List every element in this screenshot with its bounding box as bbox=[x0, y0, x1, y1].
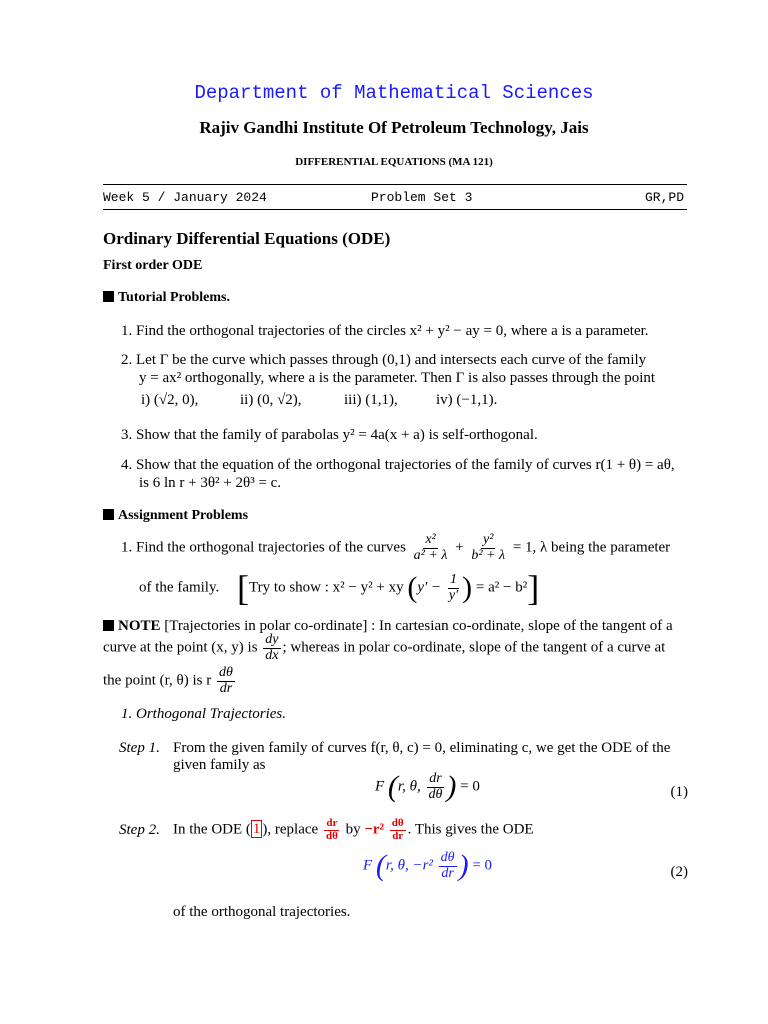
assignment-heading: Assignment Problems bbox=[103, 508, 248, 524]
note-line-3: the point (r, θ) is r $\frac{d\theta}{dr}$ bbox=[103, 665, 233, 696]
tutorial-problem-4-line2: is 6 ln r + 3θ² + 2θ³ = c. bbox=[139, 475, 282, 491]
institute-name: Rajiv Gandhi Institute Of Petroleum Technology, Jais bbox=[199, 118, 589, 137]
fraction-dr-dtheta-red: $\frac{dr}{d\theta}$ bbox=[325, 817, 338, 842]
square-bullet-icon bbox=[103, 509, 114, 520]
note-line-2: curve at the point (x, y) is $\frac{dy}{dx}$ ; whereas in polar co-ordinate, slope of the tangent of a curve at bbox=[103, 632, 666, 663]
fraction-1-over-yprime: $\frac{1}{y'}$ bbox=[448, 571, 459, 603]
fraction-dtheta-dr-blue: $\frac{d\theta}{dr}$ bbox=[440, 850, 455, 881]
tutorial-heading: Tutorial Problems. bbox=[103, 290, 230, 306]
tutorial-problem-4-line1: 4. Show that the equation of the orthogonal trajectories of the family of curves r(1 + θ) = aθ, bbox=[121, 457, 675, 473]
tutorial-problem-2-line1: 2. Let Γ be the curve which passes through (0,1) and intersects each curve of the family bbox=[121, 352, 647, 368]
fraction-x2: $\frac{\text{x²}}{\text{a² + λ}}$ bbox=[413, 532, 448, 563]
step-1-line-1: From the given family of curves f(r, θ, c) = 0, eliminating c, we get the ODE of the bbox=[173, 740, 671, 756]
note-line-1: NOTE [Trajectories in polar co-ordinate] : In cartesian co-ordinate, slope of the tangent of a bbox=[103, 618, 673, 635]
fraction-dy-dx: $\frac{dy}{dx}$ bbox=[265, 632, 279, 663]
header-rule-top bbox=[103, 184, 687, 185]
authors-label: GR,PD bbox=[644, 190, 684, 205]
equation-2-number: (2) bbox=[670, 864, 688, 880]
fraction-dr-dtheta: $\frac{dr}{d\theta}$ bbox=[428, 771, 443, 802]
step-1-label: Step 1. bbox=[119, 740, 160, 756]
fraction-dtheta-dr: $\frac{d\theta}{dr}$ bbox=[218, 665, 233, 696]
problem-set-label: Problem Set 3 bbox=[371, 190, 473, 205]
square-bullet-icon bbox=[103, 291, 114, 302]
equation-reference-link[interactable]: 1 bbox=[252, 821, 261, 838]
assignment-hint: of the family. [Try to show : x² − y² + xy (y′ − $\frac{1}{y'}$ ) = a² − b²] bbox=[139, 568, 540, 608]
orthogonal-trajectories-item: 1. Orthogonal Trajectories. bbox=[121, 706, 287, 722]
week-label: Week 5 / January 2024 bbox=[103, 190, 267, 205]
step-2-label: Step 2. bbox=[119, 822, 160, 838]
fraction-y2: $\frac{\text{y²}}{\text{b² + λ}}$ bbox=[471, 532, 506, 563]
course-title: DIFFERENTIAL EQUATIONS (MA 121) bbox=[295, 156, 493, 168]
section-subtitle: First order ODE bbox=[103, 258, 203, 273]
fraction-dtheta-dr-red: $\frac{d\theta}{dr}$ bbox=[391, 817, 404, 842]
department-title: Department of Mathematical Sciences bbox=[194, 82, 594, 104]
section-title: Ordinary Differential Equations (ODE) bbox=[103, 229, 391, 248]
step-1-line-2: given family as bbox=[173, 757, 266, 773]
header-rule-bottom bbox=[103, 209, 687, 210]
tutorial-problem-3: 3. Show that the family of parabolas y² = 4a(x + a) is self-orthogonal. bbox=[121, 427, 538, 443]
equation-1: F (r, θ, $\frac{dr}{d\theta}$ ) = 0 bbox=[375, 770, 480, 804]
step-2-text: In the ODE ( 1 ), replace $\frac{dr}{d\theta}$ by −r² $\frac{d\theta}{dr}$ . This gives the ODE bbox=[173, 817, 534, 842]
assignment-problem-1: 1. Find the orthogonal trajectories of the curves $\frac{\text{x²}}{\text{a² + λ}}$ + $\frac{\text{y²}}{\text{b² + λ}}$ = 1, λ being the parameter bbox=[121, 532, 671, 563]
option-4: iv) (−1,1). bbox=[436, 392, 498, 408]
option-1: i) (√2, 0), bbox=[141, 392, 199, 408]
tutorial-problem-1: 1. Find the orthogonal trajectories of the circles x² + y² − ay = 0, where a is a parameter. bbox=[121, 323, 649, 339]
option-3: iii) (1,1), bbox=[344, 392, 398, 408]
equation-1-number: (1) bbox=[670, 784, 688, 800]
equation-2: F (r, θ, −r² $\frac{d\theta}{dr}$ ) = 0 bbox=[363, 849, 493, 883]
closing-line: of the orthogonal trajectories. bbox=[173, 904, 351, 920]
option-2: ii) (0, √2), bbox=[240, 392, 302, 408]
square-bullet-icon bbox=[103, 620, 114, 631]
tutorial-problem-2-line2: y = ax² orthogonally, where a is the parameter. Then Γ is also passes through the point bbox=[139, 370, 656, 386]
